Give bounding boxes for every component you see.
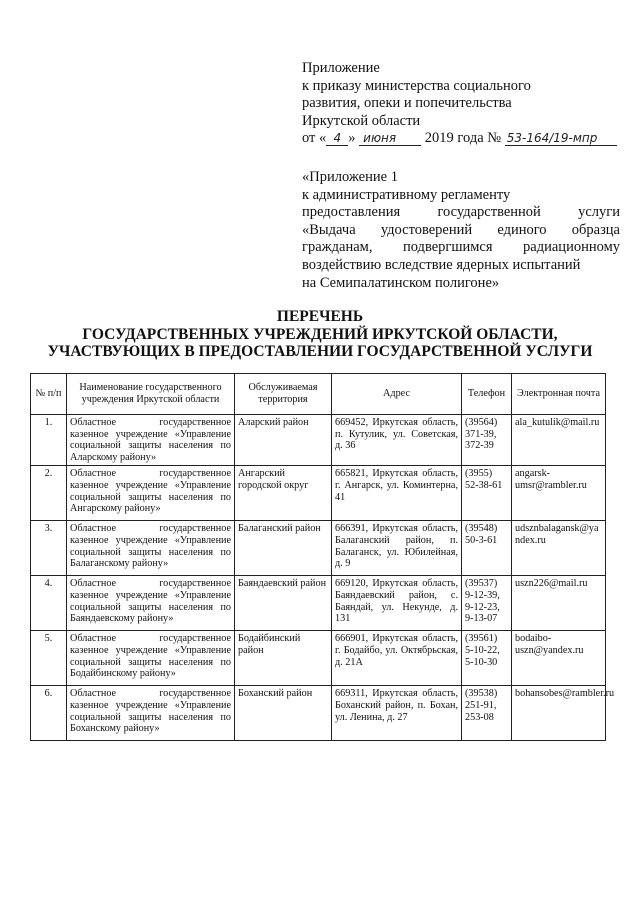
row-name: Областное государственное казенное учреждение «Управление социальной защиты населения по Аларскому району» — [67, 415, 235, 466]
word: единого — [497, 221, 547, 238]
header-num: № п/п — [31, 374, 67, 415]
row-address: 665821, Иркутская область, г. Ангарск, ул. Коминтерна, 41 — [332, 466, 462, 521]
annex-region: Иркутской области — [302, 112, 421, 129]
row-email: ala_kutulik@mail.ru — [512, 415, 606, 466]
row-num: 5. — [31, 631, 67, 686]
word: государственной — [437, 204, 541, 221]
order-annex-block — [302, 60, 622, 148]
row-territory: Боханский район — [235, 686, 332, 741]
row-num: 1. — [31, 415, 67, 466]
date-prefix: от « — [302, 130, 327, 147]
row-name: Областное государственное казенное учреждение «Управление социальной защиты населения по Баяндаевскому району» — [67, 576, 235, 631]
annex-order-ref: к приказу министерства социального — [302, 77, 531, 94]
table-row — [31, 686, 606, 741]
handwritten-order-number: 53-164/19-мпр — [505, 131, 617, 146]
regulation-line-7: на Семипалатинском полигоне» — [302, 274, 500, 291]
handwritten-month: июня — [359, 131, 421, 146]
row-phone: (39561) 5-10-22, 5-10-30 — [462, 631, 512, 686]
row-address: 666391, Иркутская область, Балаганский район, п. Балаганск, ул. Юбилейная, д. 9 — [332, 521, 462, 576]
row-territory: Балаганский район — [235, 521, 332, 576]
document-title — [18, 308, 622, 361]
word: гражданам, — [302, 239, 373, 256]
table-row — [31, 631, 606, 686]
row-address: 669120, Иркутская область, Баяндаевский район, с. Баяндай, ул. Некунде, д. 131 — [332, 576, 462, 631]
date-mid: » — [348, 130, 356, 147]
row-num: 3. — [31, 521, 67, 576]
row-territory: Ангарский городской округ — [235, 466, 332, 521]
word: услуги — [578, 204, 620, 221]
annex-heading: Приложение — [302, 60, 380, 76]
regulation-line-6: воздействию вследствие ядерных испытаний — [302, 256, 581, 273]
row-num: 2. — [31, 466, 67, 521]
row-territory: Бодайбинский район — [235, 631, 332, 686]
table-row — [31, 466, 606, 521]
title-line-1: ПЕРЕЧЕНЬ — [276, 308, 364, 325]
handwritten-day: 4 — [326, 131, 348, 146]
row-email: bohansobes@rambler.ru — [512, 686, 606, 741]
title-line-3: УЧАСТВУЮЩИХ В ПРЕДОСТАВЛЕНИИ ГОСУДАРСТВЕННОЙ УСЛУГИ — [47, 343, 593, 360]
word: «Выдача — [302, 221, 356, 238]
header-address: Адрес — [332, 374, 462, 415]
row-phone: (39564) 371-39, 372-39 — [462, 415, 512, 466]
row-name: Областное государственное казенное учреждение «Управление социальной защиты населения по Балаганскому району» — [67, 521, 235, 576]
header-email: Электронная почта — [512, 374, 606, 415]
word: удостоверений — [380, 221, 473, 238]
year-text: 2019 года № — [424, 130, 502, 147]
row-address: 666901, Иркутская область, г. Бодайбо, ул. Октябрьская, д. 21А — [332, 631, 462, 686]
row-territory: Баяндаевский район — [235, 576, 332, 631]
row-email: bodaibo-uszn@yandex.ru — [512, 631, 606, 686]
title-line-2: ГОСУДАРСТВЕННЫХ УЧРЕЖДЕНИЙ ИРКУТСКОЙ ОБЛАСТИ, — [82, 325, 558, 343]
header-phone: Телефон — [462, 374, 512, 415]
regulation-line-2: к административному регламенту — [302, 186, 511, 203]
word: предоставления — [302, 204, 401, 221]
annex-date-line — [302, 130, 622, 148]
regulation-line-5 — [302, 239, 620, 257]
row-territory: Аларский район — [235, 415, 332, 466]
row-name: Областное государственное казенное учреждение «Управление социальной защиты населения по Ангарскому району» — [67, 466, 235, 521]
annex-ministry: развития, опеки и попечительства — [302, 95, 512, 112]
table-row — [31, 576, 606, 631]
regulation-heading: «Приложение 1 — [302, 169, 398, 185]
institutions-table — [30, 373, 615, 741]
row-phone: (3955) 52-38-61 — [462, 466, 512, 521]
regulation-line-4 — [302, 222, 620, 240]
regulation-line-3 — [302, 204, 620, 222]
row-address: 669452, Иркутская область, п. Кутулик, ул. Советская, д. 36 — [332, 415, 462, 466]
regulation-annex-block — [302, 169, 620, 292]
row-num: 6. — [31, 686, 67, 741]
row-phone: (39538) 251-91, 253-08 — [462, 686, 512, 741]
row-email: uszn226@mail.ru — [512, 576, 606, 631]
row-address: 669311, Иркутская область, Боханский район, п. Бохан, ул. Ленина, д. 27 — [332, 686, 462, 741]
row-phone: (39537) 9-12-39, 9-12-23, 9-13-07 — [462, 576, 512, 631]
word: радиационному — [523, 239, 620, 256]
header-territory: Обслуживаемая территория — [235, 374, 332, 415]
header-name: Наименование государственного учреждения Иркутской области — [67, 374, 235, 415]
row-name: Областное государственное казенное учреждение «Управление социальной защиты населения по Бодайбинскому району» — [67, 631, 235, 686]
row-phone: (39548) 50-3-61 — [462, 521, 512, 576]
row-num: 4. — [31, 576, 67, 631]
row-email: angarsk-umsr@rambler.ru — [512, 466, 606, 521]
table-row — [31, 415, 606, 466]
word: образца — [571, 221, 620, 238]
table-header-row — [31, 374, 606, 415]
row-name: Областное государственное казенное учреждение «Управление социальной защиты населения по Боханскому району» — [67, 686, 235, 741]
word: подвергшимся — [402, 239, 493, 256]
row-email: udsznbalagansk@yandex.ru — [512, 521, 606, 576]
table-row — [31, 521, 606, 576]
